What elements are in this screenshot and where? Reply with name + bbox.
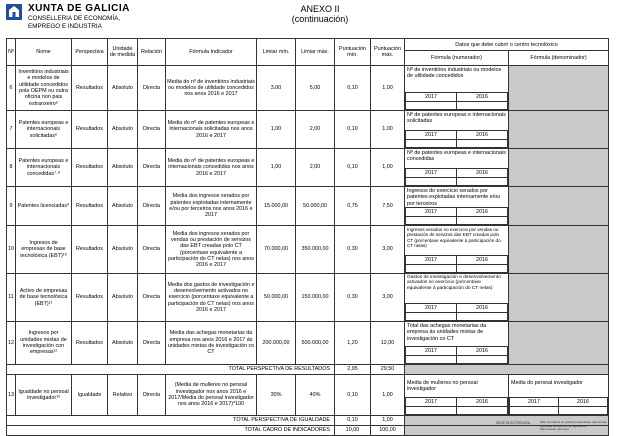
numerador-cell [405, 375, 509, 416]
row-puntuacion-max: 1,00 [371, 111, 405, 149]
total-resultados-row [7, 365, 609, 375]
anexo-subtitle: (continuación) [291, 14, 349, 24]
numerador-cell [405, 274, 509, 322]
row-unidade: Absoluto [108, 274, 138, 322]
col-formula: Fórmula Indicador [166, 39, 257, 66]
numerador-cell [405, 322, 509, 365]
value-2017-input[interactable] [406, 178, 457, 186]
row-formula: Media das achegas monetarias da empresa nos anos 2016 e 2017 ás unidades mixtas de investigación co CT [166, 322, 257, 365]
row-unidade: Absoluto [108, 111, 138, 149]
row-limiar-min: 50.000,00 [257, 274, 296, 322]
table-row [7, 111, 609, 149]
year-2017-input[interactable]: 2017 [406, 169, 457, 178]
table-row [7, 149, 609, 187]
denominador-cell [509, 111, 609, 149]
year-2017-input[interactable]: 2017 [406, 93, 457, 102]
year-2017-input[interactable]: 2017 [406, 304, 457, 313]
col-numerador: Fórmula (numerador) [405, 51, 509, 66]
value-2017-input[interactable] [510, 407, 559, 415]
row-perspectiva: Resultados [72, 111, 108, 149]
row-unidade: Absoluto [108, 187, 138, 226]
row-puntuacion-max: 7,50 [371, 187, 405, 226]
denominador-cell [509, 187, 609, 226]
total-igualdade-label: TOTAL PERSPECTIVA DE IGUALDADE [7, 416, 335, 426]
numerador-cell [405, 111, 509, 149]
col-unidade: Unidade de medida [108, 39, 138, 66]
year-2017-input[interactable]: 2017 [406, 131, 457, 140]
denominador-cell [509, 149, 609, 187]
denominador-cell [509, 322, 609, 365]
row-limiar-max: 150.000,00 [296, 274, 335, 322]
row-puntuacion-min: 0,10 [335, 111, 371, 149]
row-unidade: Absoluto [108, 66, 138, 111]
brand-title: XUNTA DE GALICIA [28, 3, 130, 14]
row-nome: Activo de empresas de base tecnolóxica (EBT)¹¹ [16, 274, 72, 322]
year-2016-input[interactable]: 2016 [457, 208, 508, 217]
row-number: 11 [7, 274, 16, 322]
row-puntuacion-min: 1,20 [335, 322, 371, 365]
row-puntuacion-max: 1,00 [371, 375, 405, 416]
value-2016-input[interactable] [457, 356, 508, 364]
col-n: Nº [7, 39, 16, 66]
year-grid [405, 397, 508, 415]
footer-url[interactable]: https://sede.xunta.gal [540, 427, 569, 432]
row-limiar-min: 1,00 [257, 111, 296, 149]
row-puntuacion-min: 0,30 [335, 226, 371, 274]
year-grid [405, 92, 508, 110]
denominador-cell [509, 226, 609, 274]
row-limiar-max: 350.000,00 [296, 226, 335, 274]
row-relacion: Directa [138, 66, 166, 111]
row-number: 13 [7, 375, 16, 416]
year-2016-input[interactable]: 2016 [457, 93, 508, 102]
header-row [7, 39, 609, 51]
value-2016-input[interactable] [457, 102, 508, 110]
value-2017-input[interactable] [406, 140, 457, 148]
value-2017-input[interactable] [406, 265, 457, 273]
year-2017-input[interactable]: 2017 [510, 398, 559, 407]
row-nome: Ingresos por unidades mixtas de investigación con empresas¹² [16, 322, 72, 365]
value-2017-input[interactable] [406, 217, 457, 225]
row-perspectiva: Resultados [72, 187, 108, 226]
row-formula: Media do nº de patentes europeas e internacionais concedidas nos anos 2016 e 2017 [166, 149, 257, 187]
row-limiar-min: 200.000,00 [257, 322, 296, 365]
row-formula: Media do nº de inventións industriais ou modelos de utilidade concedidos nos anos 2016 e 2017 [166, 66, 257, 111]
row-number: 12 [7, 322, 16, 365]
year-grid [405, 168, 508, 186]
row-unidade: Absoluto [108, 149, 138, 187]
year-2016-input[interactable]: 2016 [457, 169, 508, 178]
xunta-logo-icon [6, 4, 22, 20]
row-puntuacion-max: 3,00 [371, 274, 405, 322]
numerador-text: Nº de patentes europeas e internacionais solicitadas [407, 112, 506, 125]
row-perspectiva: Resultados [72, 226, 108, 274]
col-relacion: Relación [138, 39, 166, 66]
row-perspectiva: Resultados [72, 66, 108, 111]
year-2017-input[interactable]: 2017 [406, 256, 457, 265]
row-nome: Ingresos de empresas de base tecnolóxica (EBT)¹⁰ [16, 226, 72, 274]
row-puntuacion-min: 0,75 [335, 187, 371, 226]
numerador-text: Nº de inventións industriais ou modelos de utilidade concedidos [407, 67, 502, 80]
sede-label: SEDE ELECTRÓNICA [496, 421, 531, 425]
year-grid [405, 130, 508, 148]
col-nome: Nome [16, 39, 72, 66]
total-cadro-label: TOTAL CADRO DE INDICADORES [7, 426, 335, 436]
row-number: 8 [7, 149, 16, 187]
col-puntuacion-min: Puntuación mín. [335, 39, 371, 66]
numerador-cell [405, 187, 509, 226]
row-formula: (Media de mulleres no persoal investigador nos anos 2016 e 2017/Media do persoal investigador nos anos 2016 e 2017)*100 [166, 375, 257, 416]
col-puntuacion-max: Puntuación máx. [371, 39, 405, 66]
row-puntuacion-max: 3,00 [371, 226, 405, 274]
row-relacion: Directa [138, 111, 166, 149]
row-limiar-min: 15.000,00 [257, 187, 296, 226]
row-puntuacion-min: 0,10 [335, 66, 371, 111]
total-cadro-max: 100,00 [371, 426, 405, 436]
total-resultados-min: 2,95 [335, 365, 371, 375]
row-formula: Media dos ingresos xerados por vendas ou prestación de servizos das EBT creadas polo CT (porcentaxe equivalente a participación do CT nelas) nos anos 2016 e 2017 [166, 226, 257, 274]
row-limiar-min: 70.000,00 [257, 226, 296, 274]
numerador-text: Nº de patentes europeas e internacionais concedidas [407, 150, 506, 163]
row-limiar-max: 50.000,00 [296, 187, 335, 226]
value-2016-input[interactable] [457, 265, 508, 273]
row-nome: Patentes europeas e internacionais concedidas⁷·⁸ [16, 149, 72, 187]
table-row [7, 187, 609, 226]
table-row [7, 375, 609, 416]
anexo-title: ANEXO II [300, 4, 340, 14]
year-grid [405, 255, 508, 273]
row-nome: Inventións industriais e modelos de utilidade concedidos pola OEPM ou outra oficina non pais estranxeiro⁶ [16, 66, 72, 111]
row-relacion: Directa [138, 375, 166, 416]
total-resultados-blank [405, 365, 609, 375]
conselleria-line-1: CONSELLERIA DE ECONOMÍA, [28, 15, 121, 22]
row-number: 9 [7, 187, 16, 226]
year-grid [405, 346, 508, 364]
denominador-cell [509, 66, 609, 111]
conselleria-name [28, 15, 120, 30]
table-row [7, 226, 609, 274]
denominador-cell [509, 274, 609, 322]
row-relacion: Directa [138, 274, 166, 322]
indicators-table [6, 38, 609, 436]
row-limiar-max: 5,00 [296, 66, 335, 111]
row-formula: Media dos gastos de investigación e desenvolvemento activados no exercicio (porcentaxe equivalente a participación do CT nelas) nos anos 2016 e 2017 [166, 274, 257, 322]
year-2017-input[interactable]: 2017 [406, 208, 457, 217]
year-2016-input[interactable]: 2016 [457, 347, 508, 356]
row-number: 10 [7, 226, 16, 274]
row-puntuacion-min: 0,30 [335, 274, 371, 322]
value-2017-input[interactable] [406, 356, 457, 364]
year-2016-input[interactable]: 2016 [457, 398, 508, 407]
row-number: 7 [7, 111, 16, 149]
total-cadro-min: 10,00 [335, 426, 371, 436]
row-formula: Media dos ingresos xerados por patentes explotadas internamente e/ou por terceiros nos anos 2016 e 2017 [166, 187, 257, 226]
numerador-cell [405, 66, 509, 111]
row-limiar-min: 30% [257, 375, 296, 416]
value-2016-input[interactable] [457, 407, 508, 415]
year-2016-input[interactable]: 2016 [457, 256, 508, 265]
numerador-cell [405, 226, 509, 274]
row-nome: Patentes licenciadas⁹ [16, 187, 72, 226]
col-denominador: Fórmula (denominador) [509, 51, 609, 66]
year-grid [509, 397, 608, 415]
row-relacion: Directa [138, 187, 166, 226]
year-2017-input[interactable]: 2017 [406, 398, 457, 407]
year-2017-input[interactable]: 2017 [406, 347, 457, 356]
year-2016-input[interactable]: 2016 [457, 304, 508, 313]
row-relacion: Directa [138, 322, 166, 365]
value-2016-input[interactable] [457, 178, 508, 186]
year-grid [405, 303, 508, 321]
row-unidade: Absoluto [108, 226, 138, 274]
total-resultados-max: 29,50 [371, 365, 405, 375]
row-unidade: Absoluto [108, 322, 138, 365]
value-2016-input[interactable] [457, 217, 508, 225]
row-limiar-max: 500.000,00 [296, 322, 335, 365]
row-relacion: Directa [138, 226, 166, 274]
total-igualdade-max: 1,00 [371, 416, 405, 426]
value-2017-input[interactable] [406, 102, 457, 110]
year-2016-input[interactable]: 2016 [559, 398, 608, 407]
row-perspectiva: Resultados [72, 322, 108, 365]
row-limiar-max: 2,00 [296, 149, 335, 187]
row-relacion: Directa [138, 149, 166, 187]
row-perspectiva: Igualdade [72, 375, 108, 416]
row-limiar-max: 40% [296, 375, 335, 416]
row-puntuacion-max: 1,00 [371, 149, 405, 187]
col-datos: Datos que debe cubrir o centro tecnolóxico [405, 39, 609, 51]
value-2017-input[interactable] [406, 407, 457, 415]
total-igualdade-min: 0,10 [335, 416, 371, 426]
col-limiar-min: Limiar mín. [257, 39, 296, 66]
row-nome: Igualdade no persoal investigador¹³ [16, 375, 72, 416]
denominador-cell [509, 375, 609, 416]
year-grid [405, 207, 508, 225]
table-row [7, 66, 609, 111]
row-nome: Patentes europeas e internacionais solicitadas⁶ [16, 111, 72, 149]
value-2016-input[interactable] [457, 313, 508, 321]
row-limiar-max: 2,00 [296, 111, 335, 149]
value-2016-input[interactable] [559, 407, 608, 415]
footer-note [540, 421, 615, 432]
numerador-text: Total das achegas monetarias da empresa ás unidades mixtas de investigación co CT [407, 323, 487, 342]
total-cadro-row [7, 426, 609, 436]
numerador-text: Media de mulleres no persoal investigador [407, 380, 478, 393]
row-puntuacion-max: 12,00 [371, 322, 405, 365]
conselleria-line-2: EMPREGO E INDUSTRIA [28, 22, 102, 30]
row-formula: Media do nº de patentes europeas e internacionais solicitadas nos anos 2016 e 2017 [166, 111, 257, 149]
numerador-text: Gastos de investigación e desenvolvemento activados no exercicio (porcentaxe equivalente á participación do CT nelas) [407, 275, 501, 291]
table-row [7, 274, 609, 322]
row-puntuacion-min: 0,10 [335, 149, 371, 187]
total-resultados-label: TOTAL PERSPECTIVA DE RESULTADOS [7, 365, 335, 375]
row-puntuacion-max: 1,00 [371, 66, 405, 111]
numerador-text: Ingresos do exercicio xerados por patentes explotadas internamente e/ou por terceiros [407, 188, 501, 207]
footer-text: Este formulario só poderá presentarse nas formas previstas na súa norma reguladora [540, 420, 607, 428]
col-perspectiva: Perspectiva [72, 39, 108, 66]
col-limiar-max: Limiar máx. [296, 39, 335, 66]
denominador-text: Media do persoal investigador [511, 380, 583, 386]
value-2017-input[interactable] [406, 313, 457, 321]
anexo-heading [280, 4, 360, 24]
row-perspectiva: Resultados [72, 274, 108, 322]
numerador-cell [405, 149, 509, 187]
row-number: 6 [7, 66, 16, 111]
row-limiar-min: 1,00 [257, 149, 296, 187]
table-row [7, 322, 609, 365]
row-unidade: Relativo [108, 375, 138, 416]
row-limiar-min: 3,00 [257, 66, 296, 111]
year-2016-input[interactable]: 2016 [457, 131, 508, 140]
value-2016-input[interactable] [457, 140, 508, 148]
numerador-text: Ingresos xerados no exercicio por vendas ou prestación de servizos das EBT creadas polo CT (porcentaxe equivalente á participación do CT nelas) [407, 227, 501, 248]
row-perspectiva: Resultados [72, 149, 108, 187]
row-puntuacion-min: 0,10 [335, 375, 371, 416]
